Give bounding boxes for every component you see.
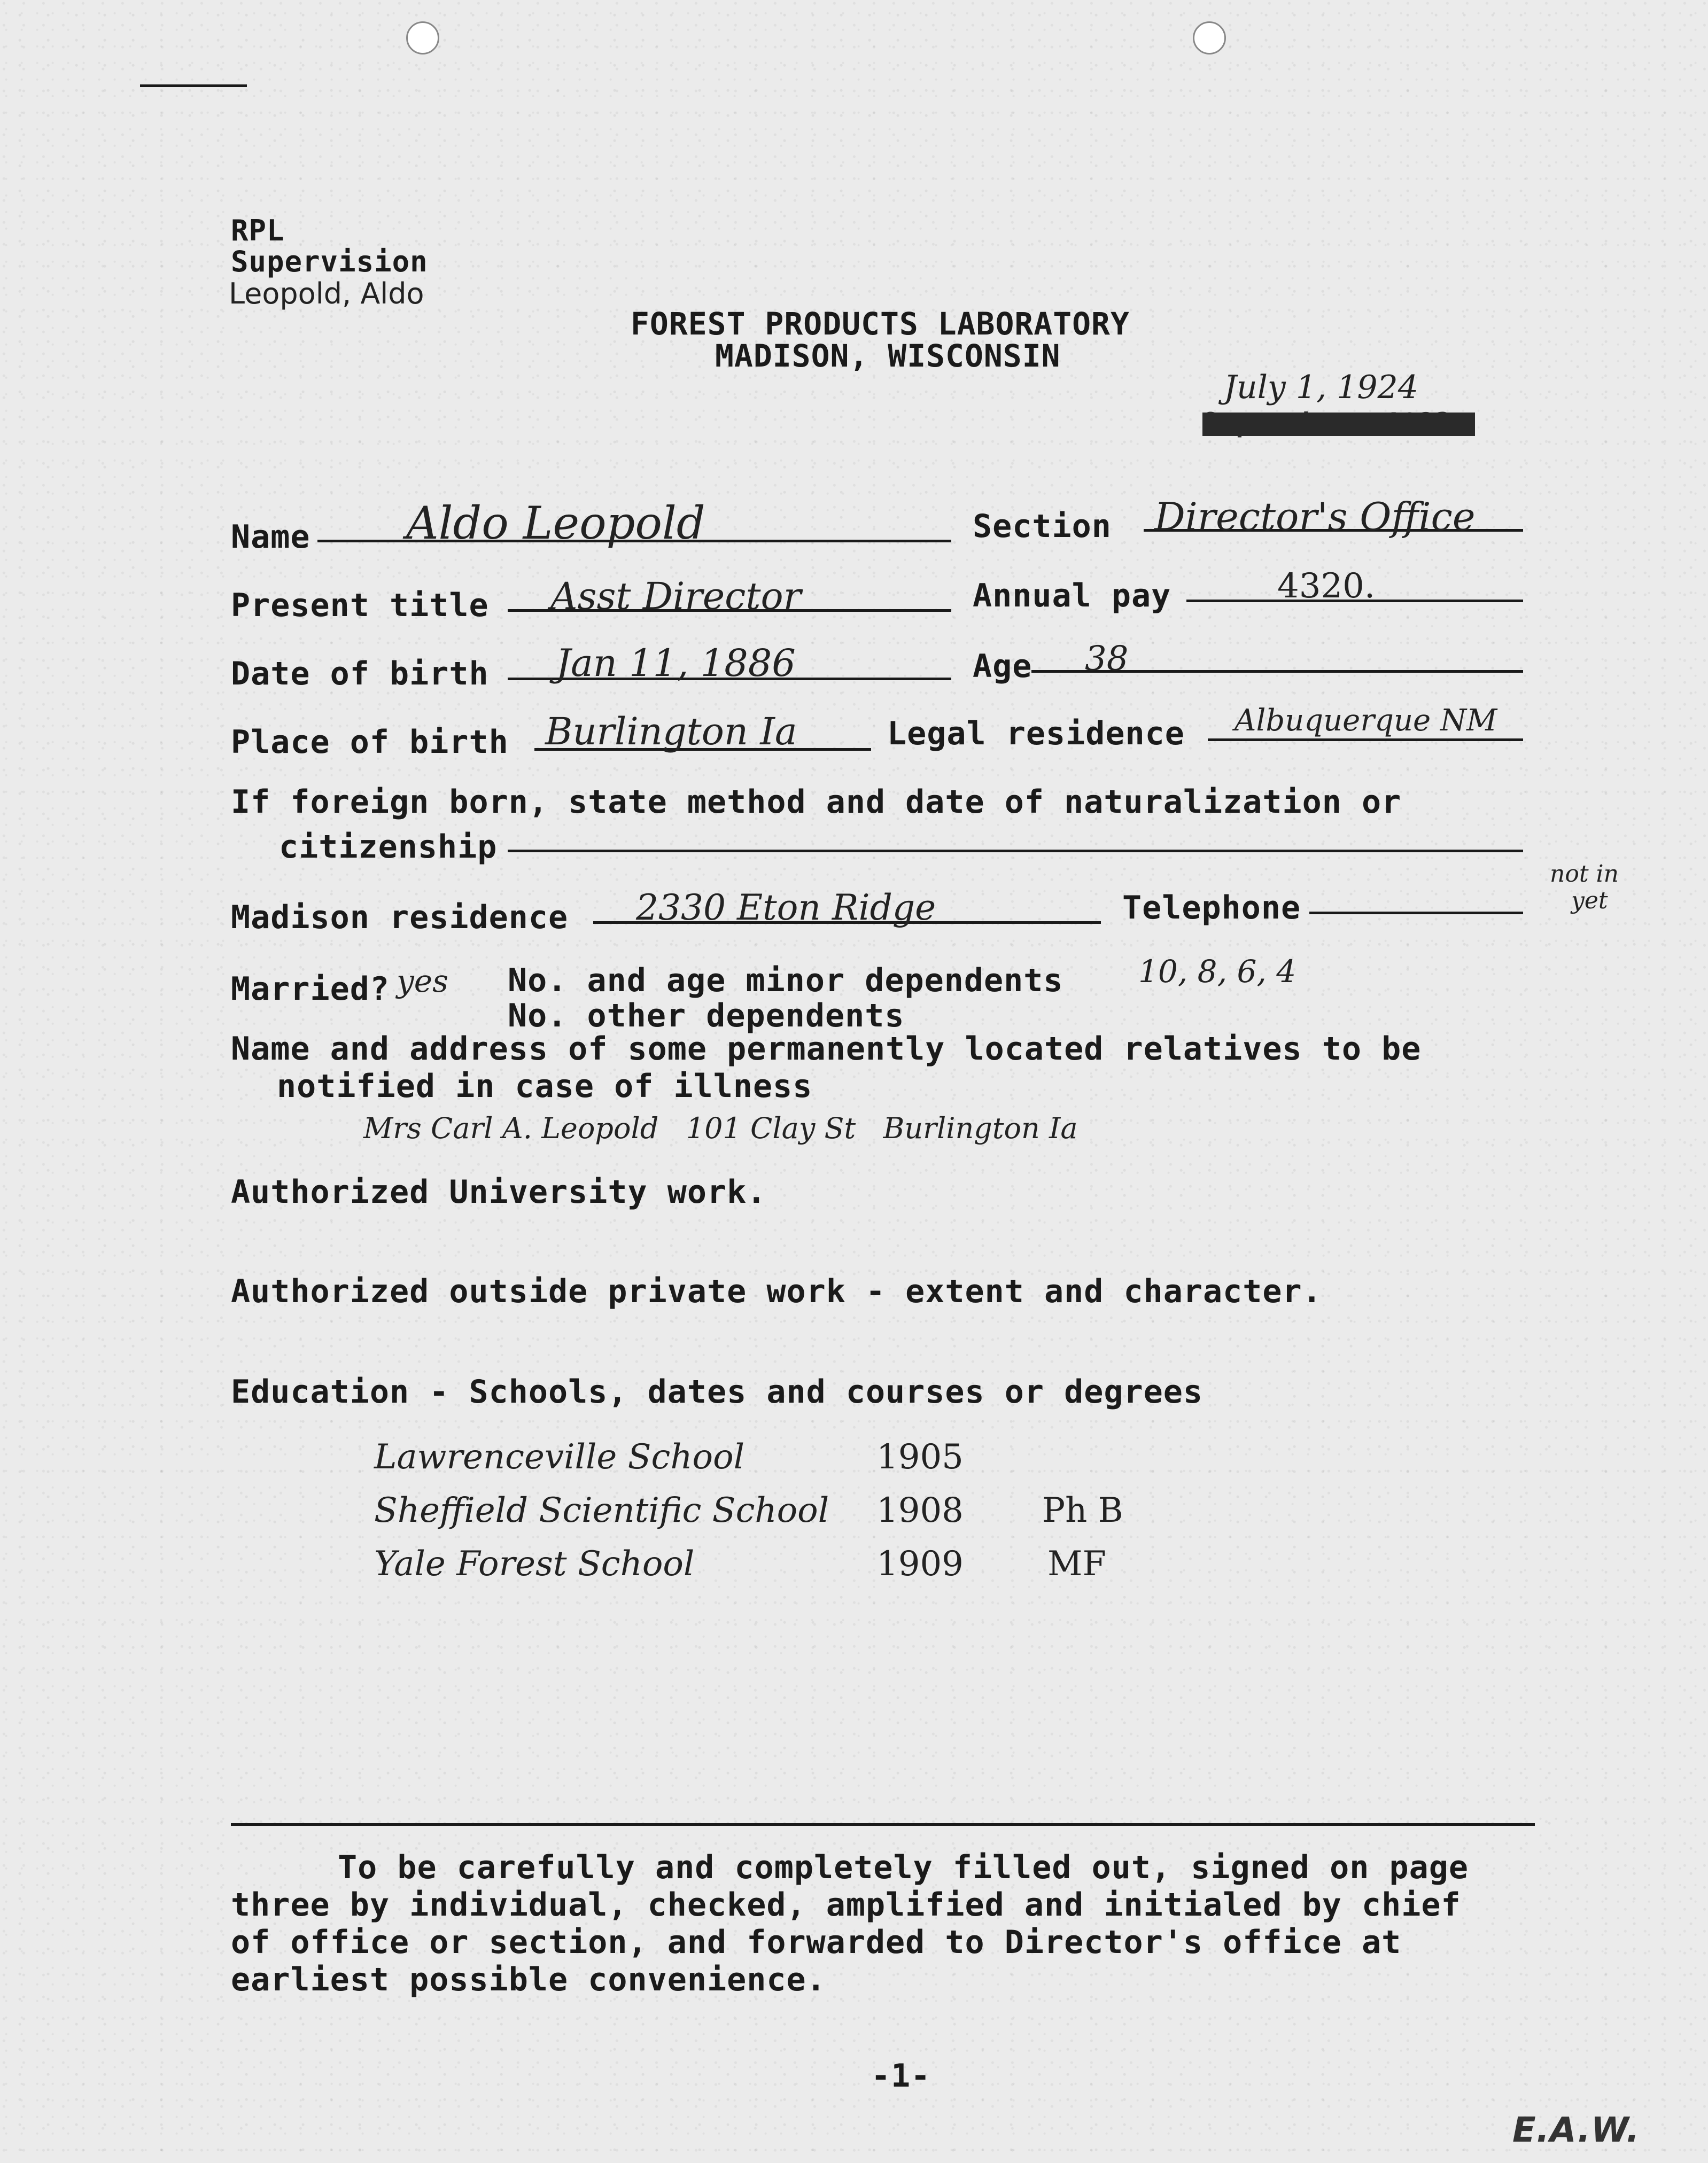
- education-year: 1905: [876, 1437, 964, 1477]
- strike-through-bar: [1202, 413, 1475, 436]
- education-school: Sheffield Scientific School: [374, 1491, 829, 1530]
- relatives-label-2: notified in case of illness: [277, 1068, 813, 1105]
- other-dependents-label: No. other dependents: [508, 997, 905, 1034]
- education-school: Yale Forest School: [374, 1544, 695, 1584]
- phone-note-line-2: yet: [1571, 887, 1608, 914]
- madison-value: 2330 Eton Ridge: [636, 887, 936, 928]
- footer-line-4: earliest possible convenience.: [231, 1961, 826, 1998]
- margin-note-line-3: Leopold, Aldo: [229, 277, 424, 310]
- footer-line-3: of office or section, and forwarded to Director's office at: [231, 1924, 1402, 1961]
- legal-value: Albuquerque NM: [1235, 703, 1497, 738]
- pay-label: Annual pay: [973, 577, 1171, 614]
- university-work-label: Authorized University work.: [231, 1173, 767, 1211]
- relatives-label-1: Name and address of some permanently located relatives to be: [231, 1030, 1422, 1068]
- education-degree: Ph B: [1042, 1491, 1123, 1530]
- margin-note-line-1: RPL: [231, 214, 285, 247]
- outside-work-label: Authorized outside private work - extent and character.: [231, 1273, 1322, 1310]
- phone-label: Telephone: [1122, 889, 1301, 927]
- location-heading: MADISON, WISCONSIN: [715, 338, 1061, 374]
- page-number: -1-: [871, 2057, 931, 2095]
- pob-label: Place of birth: [231, 723, 509, 761]
- punch-hole-left: [406, 21, 439, 55]
- citizenship-line: [508, 850, 1523, 852]
- married-value: yes: [397, 963, 448, 999]
- phone-line: [1309, 912, 1523, 914]
- name-label: Name: [231, 518, 310, 556]
- initials-stamp: E.A.W.: [1512, 2111, 1640, 2150]
- footer-line-1: To be carefully and completely filled out, signed on page: [338, 1849, 1469, 1886]
- dob-value: Jan 11, 1886: [556, 641, 796, 685]
- relatives-value: Mrs Carl A. Leopold 101 Clay St Burlington Ia: [363, 1111, 1078, 1145]
- education-school: Lawrenceville School: [374, 1437, 745, 1477]
- dob-label: Date of birth: [231, 655, 489, 693]
- name-value: Aldo Leopold: [406, 497, 705, 549]
- date-handwritten: July 1, 1924: [1224, 369, 1418, 406]
- footer-line-2: three by individual, checked, amplified and initialed by chief: [231, 1886, 1461, 1924]
- legal-label: Legal residence: [887, 715, 1185, 752]
- section-value: Director's Office: [1154, 494, 1476, 539]
- punch-hole-right: [1193, 21, 1226, 55]
- legal-line: [1208, 738, 1523, 741]
- pay-value: 4320.: [1277, 566, 1376, 606]
- age-value: 38: [1085, 639, 1129, 679]
- phone-note-line-1: not in: [1550, 860, 1619, 888]
- citizenship-label: citizenship: [279, 828, 498, 866]
- madison-label: Madison residence: [231, 899, 569, 936]
- footer-rule: [231, 1823, 1535, 1826]
- minor-dependents-label: No. and age minor dependents: [508, 962, 1063, 999]
- education-year: 1909: [876, 1544, 964, 1584]
- age-label: Age: [973, 648, 1032, 685]
- education-year: 1908: [876, 1491, 964, 1530]
- minor-dependents-value: 10, 8, 6, 4: [1138, 953, 1296, 990]
- title-value: Asst Director: [550, 574, 802, 618]
- org-heading: FOREST PRODUCTS LABORATORY: [631, 306, 1130, 342]
- margin-note-line-2: Supervision: [231, 245, 428, 278]
- foreign-label: If foreign born, state method and date of naturalization or: [231, 783, 1402, 821]
- married-label: Married?: [231, 970, 390, 1008]
- title-label: Present title: [231, 587, 489, 624]
- top-margin-rule: [140, 84, 247, 87]
- education-label: Education - Schools, dates and courses or degrees: [231, 1373, 1204, 1411]
- pob-value: Burlington Ia: [545, 710, 797, 753]
- section-label: Section: [973, 508, 1112, 545]
- education-degree: MF: [1047, 1544, 1106, 1584]
